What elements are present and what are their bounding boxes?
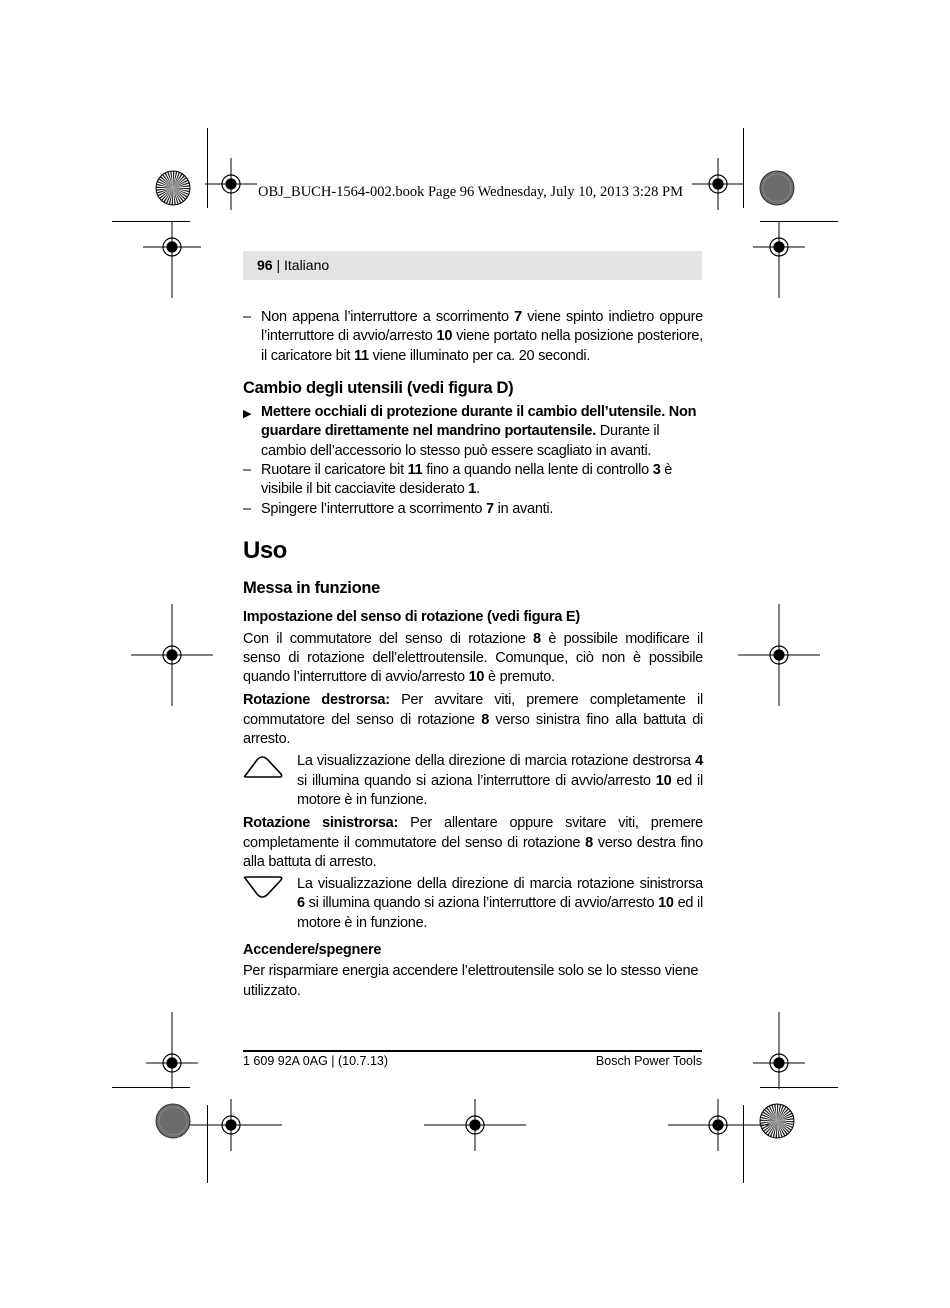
ref-number: 8 <box>481 711 490 728</box>
section-heading-messa: Messa in funzione <box>243 578 381 597</box>
subsection-heading-accendere: Accendere/spegnere <box>243 942 382 959</box>
arrow-icon: ▶ <box>243 408 252 421</box>
text: viene portato nella posizione posteriore, il caricatore bit <box>261 328 704 364</box>
page-number: 96 <box>257 257 273 273</box>
ref-number: 8 <box>585 834 593 851</box>
text: Per avvitare viti, premere completamente il commutatore del senso di rotazione <box>243 692 703 728</box>
paragraph <box>243 691 703 749</box>
ref-number: 1 <box>468 481 477 498</box>
print-slug: OBJ_BUCH-1564-002.book Page 96 Wednesday, July 10, 2013 3:28 PM <box>258 184 683 200</box>
ref-number: 10 <box>658 895 674 912</box>
text: si illumina quando si aziona l’interruttore di avvio/arresto <box>297 772 656 789</box>
list-item <box>243 308 703 366</box>
paragraph: Per risparmiare energia accendere l’elettroutensile solo se lo stesso viene utilizzato. <box>243 963 699 999</box>
subsection-heading-impostazione: Impostazione del senso di rotazione (vedi figura E) <box>243 609 580 626</box>
text: si illumina quando si aziona l’interruttore di avvio/arresto <box>304 895 659 912</box>
text: Non appena l’interruttore a scorrimento <box>261 309 515 325</box>
section-heading-cambio: Cambio degli utensili (vedi figura D) <box>243 378 514 397</box>
list-item <box>243 500 703 519</box>
note-rotazione-destrorsa <box>243 752 703 810</box>
direction-right-icon <box>243 754 285 780</box>
ref-number: 8 <box>533 630 541 647</box>
text: La visualizzazione della direzione di marcia rotazione sinistrorsa <box>297 876 703 893</box>
text: Durante il cambio dell’accessorio lo stesso può essere scagliato in avanti. <box>261 423 660 459</box>
text: ed il motore è in funzione. <box>297 772 703 808</box>
ref-number: 10 <box>468 669 485 686</box>
paragraph <box>243 630 703 688</box>
ref-number: 11 <box>354 347 369 364</box>
text: verso destra fino alla battuta di arresto. <box>243 834 703 870</box>
text: è visibile il bit cacciavite desiderato <box>261 462 673 498</box>
ref-number: 10 <box>655 772 672 789</box>
footer-document-id: 1 609 92A 0AG | (10.7.13) <box>243 1054 389 1068</box>
direction-left-icon <box>243 875 285 901</box>
text: verso sinistra fino alla battuta di arresto. <box>243 711 703 748</box>
ref-number: 10 <box>436 328 453 345</box>
text: fino a quando nella lente di controllo <box>422 462 653 479</box>
page-content <box>243 308 703 1001</box>
text: La visualizzazione della direzione di marcia rotazione destrorsa <box>297 753 696 770</box>
ref-number: 11 <box>407 462 423 479</box>
page-header-text <box>257 257 329 273</box>
warning-item <box>243 403 703 461</box>
dash-marker: – <box>243 500 251 517</box>
text: Spingere l’interruttore a scorrimento <box>261 500 487 517</box>
text: ed il motore è in funzione. <box>297 895 703 931</box>
ref-number: 7 <box>486 500 494 517</box>
text: Con il commutatore del senso di rotazione <box>243 630 534 647</box>
label-rotazione-destrorsa: Rotazione destrorsa: <box>243 692 390 709</box>
text: . <box>476 481 480 498</box>
note-rotazione-sinistrorsa <box>243 875 703 933</box>
dash-marker: – <box>243 462 251 479</box>
label-rotazione-sinistrorsa: Rotazione sinistrorsa: <box>243 815 399 832</box>
ref-number: 7 <box>514 309 522 325</box>
text: è premuto. <box>484 669 555 686</box>
dash-marker: – <box>243 309 251 325</box>
paragraph <box>243 814 703 872</box>
text: Ruotare il caricatore bit <box>261 462 408 479</box>
footer-rule <box>243 1050 702 1052</box>
page-header <box>243 251 702 280</box>
footer-brand: Bosch Power Tools <box>595 1054 702 1068</box>
ref-number: 3 <box>652 462 661 479</box>
list-item <box>243 461 703 500</box>
chapter-heading-uso: Uso <box>243 536 287 564</box>
ref-number: 6 <box>297 895 305 912</box>
warning-bold-text: Mettere occhiali di protezione durante il cambio dell’utensile. Non guardare direttamente nel mandrino portautensile. <box>261 404 697 440</box>
text: in avanti. <box>493 500 554 517</box>
header-separator: | <box>272 257 284 273</box>
text: viene spinto indietro oppure l’interruttore di avvio/arresto <box>261 309 703 345</box>
text: viene illuminato per ca. 20 secondi. <box>368 347 591 364</box>
text: Per allentare oppure svitare viti, premere completamente il commutatore del senso di rotazione <box>243 815 703 851</box>
header-language: Italiano <box>284 257 330 273</box>
ref-number: 4 <box>695 753 703 770</box>
text: è possibile modificare il senso di rotazione dell’elettroutensile. Comunque, ciò non è possibile quando l’interruttore di avvio/arresto <box>243 630 703 686</box>
